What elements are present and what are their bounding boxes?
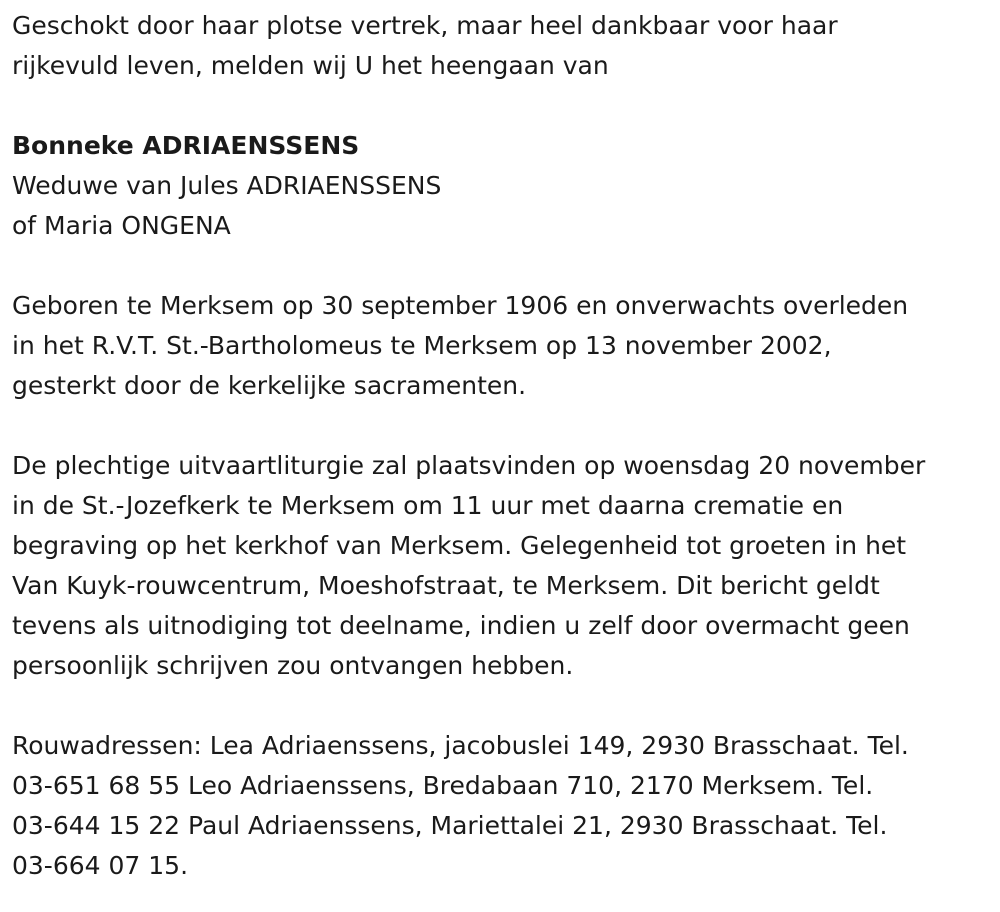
relation-line: Weduwe van Jules ADRIAENSSENS bbox=[12, 171, 442, 200]
birth-death-line: in het R.V.T. St.-Bartholomeus te Merksem op 13 november 2002, bbox=[12, 331, 832, 360]
address-line: 03-664 07 15. bbox=[12, 851, 189, 880]
address-line: Rouwadressen: Lea Adriaenssens, jacobuslei 149, 2930 Brasschaat. Tel. bbox=[12, 731, 909, 760]
address-line: 03-651 68 55 Leo Adriaenssens, Bredabaan 710, 2170 Merksem. Tel. bbox=[12, 771, 874, 800]
paragraph-spacer bbox=[12, 406, 992, 446]
deceased-name: Bonneke ADRIAENSSENS bbox=[12, 131, 360, 160]
ceremony-paragraph bbox=[12, 446, 992, 686]
ceremony-line: in de St.-Jozefkerk te Merksem om 11 uur met daarna crematie en bbox=[12, 491, 844, 520]
intro-line: Geschokt door haar plotse vertrek, maar heel dankbaar voor haar bbox=[12, 11, 838, 40]
ceremony-line: begraving op het kerkhof van Merksem. Gelegenheid tot groeten in het bbox=[12, 531, 907, 560]
paragraph-spacer bbox=[12, 86, 992, 126]
birth-death-line: gesterkt door de kerkelijke sacramenten. bbox=[12, 371, 527, 400]
paragraph-spacer bbox=[12, 686, 992, 726]
ceremony-line: tevens als uitnodiging tot deelname, indien u zelf door overmacht geen bbox=[12, 611, 910, 640]
intro-paragraph bbox=[12, 6, 992, 86]
addresses-paragraph bbox=[12, 726, 992, 886]
ceremony-line: Van Kuyk-rouwcentrum, Moeshofstraat, te Merksem. Dit bericht geldt bbox=[12, 571, 880, 600]
birth-death-paragraph bbox=[12, 286, 992, 406]
paragraph-spacer bbox=[12, 246, 992, 286]
ceremony-line: persoonlijk schrijven zou ontvangen hebben. bbox=[12, 651, 574, 680]
relation-line: of Maria ONGENA bbox=[12, 211, 231, 240]
obituary-document bbox=[12, 6, 992, 886]
birth-death-line: Geboren te Merksem op 30 september 1906 en onverwachts overleden bbox=[12, 291, 909, 320]
address-line: 03-644 15 22 Paul Adriaenssens, Mariettalei 21, 2930 Brasschaat. Tel. bbox=[12, 811, 888, 840]
intro-line: rijkevuld leven, melden wij U het heengaan van bbox=[12, 51, 609, 80]
ceremony-line: De plechtige uitvaartliturgie zal plaatsvinden op woensdag 20 november bbox=[12, 451, 926, 480]
deceased-block bbox=[12, 126, 992, 246]
